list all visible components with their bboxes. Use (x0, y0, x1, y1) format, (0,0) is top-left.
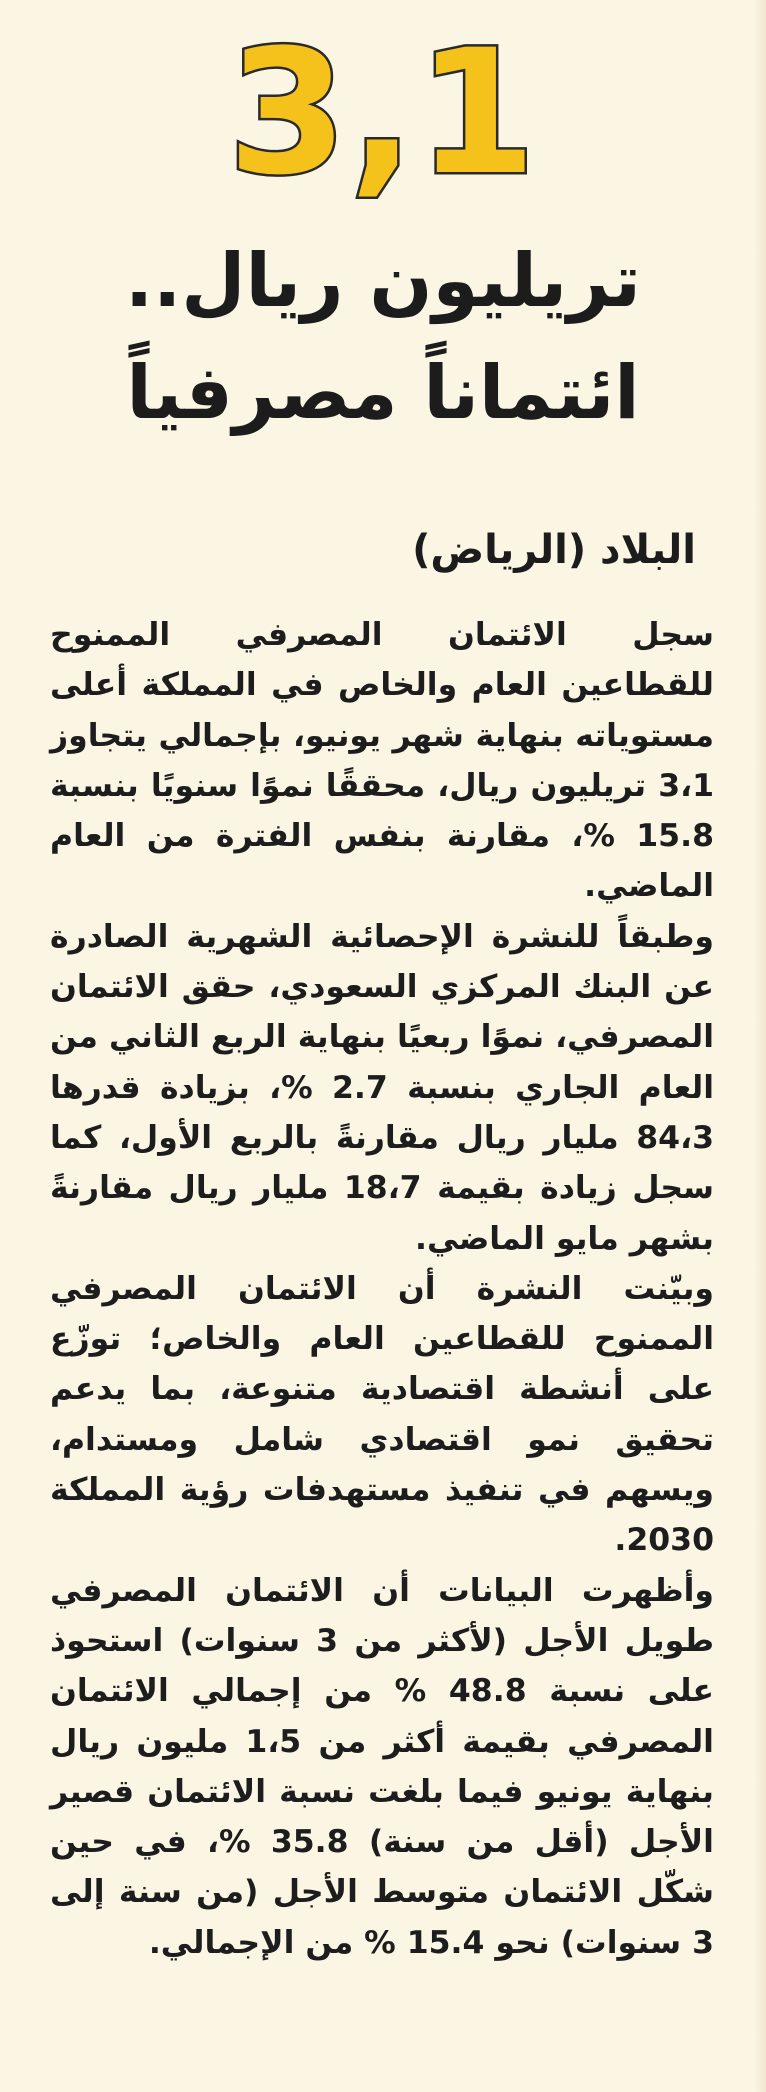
page-edge (754, 0, 766, 2092)
article-body (50, 610, 714, 1968)
byline: البلاد (الرياض) (412, 527, 696, 573)
paragraph-1: سجل الائتمان المصرفي الممنوح للقطاعين العام والخاص في المملكة أعلى مستوياته بنهاية شهر يونيو، بإجمالي يتجاوز 3،1 تريليون ريال، محققًا نموًا سنويًا بنسبة 15.8 %، مقارنة بنفس الفترة من العام الماضي. (50, 617, 714, 905)
headline (40, 225, 726, 449)
paragraph-2: وطبقاً للنشرة الإحصائية الشهرية الصادرة عن البنك المركزي السعودي، حقق الائتمان المصرفي، نموًا ربعيًا بنهاية الربع الثاني من العام الجاري بنسبة 2.7 %، بزيادة قدرها 84،3 مليار ريال مقارنةً بالربع الأول، كما سجل زيادة بقيمة 18،7 مليار ريال مقارنةً بشهر مايو الماضي. (50, 918, 714, 1257)
paragraph-4: وأظهرت البيانات أن الائتمان المصرفي طويل الأجل (لأكثر من 3 سنوات) استحوذ على نسبة 48.8 % من إجمالي الائتمان المصرفي بقيمة أكثر من 1،5 مليون ريال بنهاية يونيو فيما بلغت نسبة الائتمان قصير الأجل (أقل من سنة) 35.8 %، في حين شكّل الائتمان متوسط الأجل (من سنة إلى 3 سنوات) نحو 15.4 % من الإجمالي. (50, 1572, 714, 1961)
paragraph-3: وبيّنت النشرة أن الائتمان المصرفي الممنوح للقطاعين العام والخاص؛ توزّع على أنشطة اقتصادية متنوعة، بما يدعم تحقيق نمو اقتصادي شامل ومستدام، ويسهم في تنفيذ مستهدفات رؤية المملكة 2030. (50, 1270, 714, 1559)
headline-number: 3,1 (227, 12, 539, 213)
headline-line-1: تريليون ريال.. (125, 238, 641, 324)
headline-line-2: ائتماناً مصرفياً (126, 350, 640, 436)
